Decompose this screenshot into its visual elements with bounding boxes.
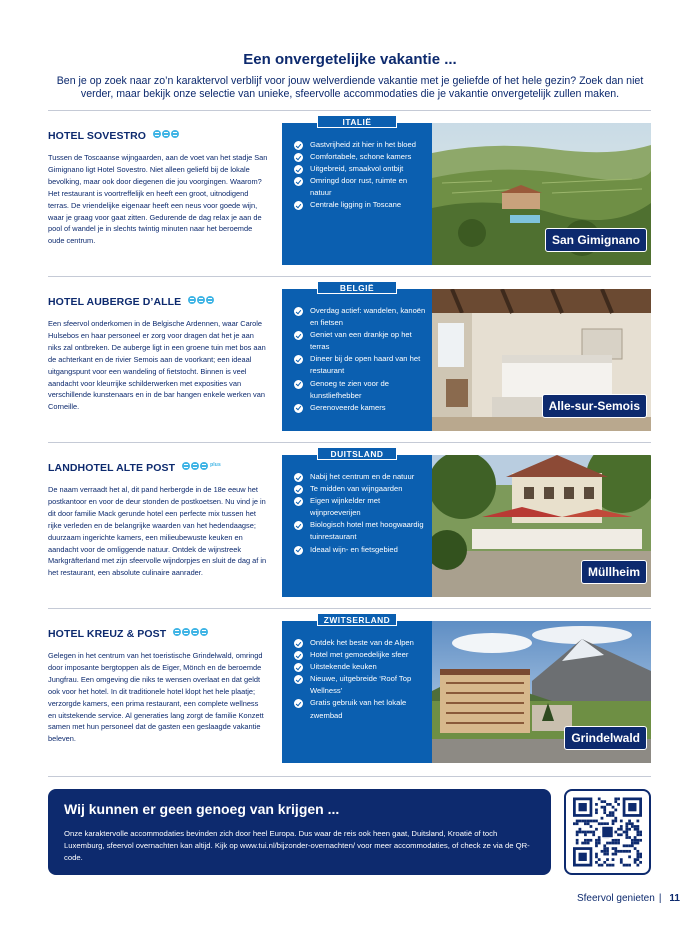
check-icon [294,404,303,413]
feature-item: Overdag actief: wandelen, kanoën en fietsen [294,305,428,329]
check-icon [294,177,303,186]
hotel-name: HOTEL SOVESTRO [48,130,147,142]
page-title: Een onvergetelijke vakantie ... [243,51,457,68]
hotel-photo [432,123,651,265]
cta-title: Wij kunnen er geen genoeg van krijgen ... [64,801,340,817]
check-icon [294,380,303,389]
hotel-card-kreuz-post [48,614,651,764]
check-icon [294,675,303,684]
check-icon [294,201,303,210]
hotel-name: HOTEL KREUZ & POST [48,628,167,640]
feature-item: Uitgebreid, smaakvol ontbijt [294,163,428,175]
feature-item: Genoeg te zien voor de kunstliefhebber [294,378,428,402]
feature-list [294,471,428,556]
rating-stars [153,130,179,138]
feature-item: Uitstekende keuken [294,661,428,673]
check-icon [294,153,303,162]
page-footer [577,893,680,904]
feature-item: Gratis gebruik van het lokale zwembad [294,697,428,721]
check-icon [294,639,303,648]
hotel-description: Gelegen in het centrum van het toeristische Grindelwald, omringd door imposante bergtoppen als de Eiger, Mönch en de beroemde Jungfrau. Een omgeving die niks te wensen overlaat en dat geldt ook voor het hotel. In dit traditionele hotel klopt het hele plaatje; verzorgde kamers, een prima restaurant, een complete wellness en uitstekende service. Al generaties lang zorgt de familie Konzett samen met hun personeel dat de gasten een geslaagde vakantie beleven. [48,651,264,744]
feature-list [294,305,428,414]
qr-code[interactable] [564,789,651,875]
place-label: Grindelwald [564,726,647,750]
divider [48,110,651,111]
check-icon [294,663,303,672]
feature-item: Ontdek het beste van de Alpen [294,637,428,649]
check-icon [294,521,303,530]
hotel-card-sovestro [48,116,651,266]
feature-item: Centrale ligging in Toscane [294,199,428,211]
feature-list [294,637,428,722]
check-icon [294,331,303,340]
footer-divider: | [658,893,662,904]
check-icon [294,307,303,316]
cta-banner [48,789,551,875]
feature-panel [282,449,432,597]
hotel-photo [432,289,651,431]
rating-stars [173,628,208,636]
feature-item: Nieuwe, uitgebreide ‘Roof Top Wellness’ [294,673,428,697]
divider [48,442,651,443]
rating-stars: plus [182,462,221,470]
feature-item: Nabij het centrum en de natuur [294,471,428,483]
place-label: Müllheim [581,560,647,584]
check-icon [294,497,303,506]
feature-list [294,139,428,212]
check-icon [294,485,303,494]
check-icon [294,699,303,708]
divider [48,608,651,609]
feature-panel [282,283,432,431]
hotel-card-alte-post [48,448,651,598]
check-icon [294,165,303,174]
country-tab: DUITSLAND [317,448,397,460]
intro-text: Ben je op zoek naar zo’n karaktervol verblijf voor jouw welverdiende vakantie met je geliefde of het hele gezin? Zoek dan niet verder, maar bekijk onze selectie van unieke, sfeervolle accommodaties die je vakantie onvergetelijk zullen maken. [56,75,644,100]
check-icon [294,651,303,660]
feature-panel [282,117,432,265]
country-tab: ITALIË [317,116,397,128]
feature-panel [282,615,432,763]
hotel-name: LANDHOTEL ALTE POST [48,462,176,474]
divider [48,276,651,277]
hotel-description: Een sfeervol onderkomen in de Belgische Ardennen, waar Carole Hulsebos en haar personeel er zorg voor dragen dat het je aan niks zal ontbreken. De auberge ligt in een groene tuin met bos aan de achterkant en de rivier Semois aan de voorkant; een ideaal uitgangspunt voor een wandeling of fietstocht. Binnen is veel aandacht voor kleurrijke schilderwerken met exposities van verschillende kunstenaars en in de bar hangen enkele werken van Corneille. [48,319,266,412]
footer-section: Sfeervol genieten [576,893,655,904]
feature-item: Te midden van wijngaarden [294,483,428,495]
check-icon [294,141,303,150]
rating-stars [188,296,214,304]
feature-item: Comfortabele, schone kamers [294,151,428,163]
feature-item: Dineer bij de open haard van het restaurant [294,353,428,377]
feature-item: Omringd door rust, ruimte en natuur [294,175,428,199]
hotel-card-auberge-dalle [48,282,651,432]
divider [48,776,651,777]
qr-code-image [573,797,642,867]
feature-item: Hotel met gemoedelijke sfeer [294,649,428,661]
cta-text: Onze karaktervolle accommodaties bevinden zich door heel Europa. Dus waar de reis ook heen gaat, Duitsland, Kroatië of toch Luxemburg, sfeervol overnachten kan altijd. Kijk op www.tui.nl/bijzonder-overnachten/ voor meer accommodaties, of check ze via de QR-code. [64,829,530,862]
hotel-name: HOTEL AUBERGE D’ALLE [48,296,182,308]
country-tab: ZWITSERLAND [317,614,397,626]
place-label: San Gimignano [545,228,647,252]
page-number: 11 [669,893,680,904]
check-icon [294,473,303,482]
hotel-photo [432,621,651,763]
country-tab: BELGIË [317,282,397,294]
hotel-description: De naam verraadt het al, dit pand herbergde in de 18e eeuw het postkantoor en voor de deur stonden de postkoetsen. Nu vind je in dit door familie Mack gerunde hotel een perfecte mix tussen het rijke verleden en de belangrijke waarden van het hedendaagse; duurzaam ingerichte kamers, een milieubewuste keuken en aandacht voor de omliggende natuur. Ontdek de wijnstreek Markgräfterland met zijn sfeervolle wijndorpjes en sluit de dag af in het restaurant, een absolute culinaire aanrader. [48,485,267,578]
feature-item: Biologisch hotel met hoogwaardig tuinrestaurant [294,519,428,543]
feature-item: Geniet van een drankje op het terras [294,329,428,353]
feature-item: Ideaal wijn- en fietsgebied [294,544,428,556]
check-icon [294,546,303,555]
place-label: Alle-sur-Semois [542,394,647,418]
check-icon [294,355,303,364]
feature-item: Gastvrijheid zit hier in het bloed [294,139,428,151]
hotel-description: Tussen de Toscaanse wijngaarden, aan de voet van het stadje San Gimignano ligt Hotel Sovestro. Niet alleen geliefd bij de lokale bevolking, maar ook door diegenen die jou voorgingen. Waarom? Het restaurant is voortreffelijk en heeft een groot, uitnodigend terras. De vriendelijke eigenaar heeft een neus voor goede wijn, waar je graag voor gaat zitten. Gedurende de dag relax je aan de pool of wandel je in slechts twintig minuten naar het beroemde oude centrum. [48,153,268,246]
feature-item: Eigen wijnkelder met wijnproeverijen [294,495,428,519]
hotel-photo [432,455,651,597]
feature-item: Gerenoveerde kamers [294,402,428,414]
